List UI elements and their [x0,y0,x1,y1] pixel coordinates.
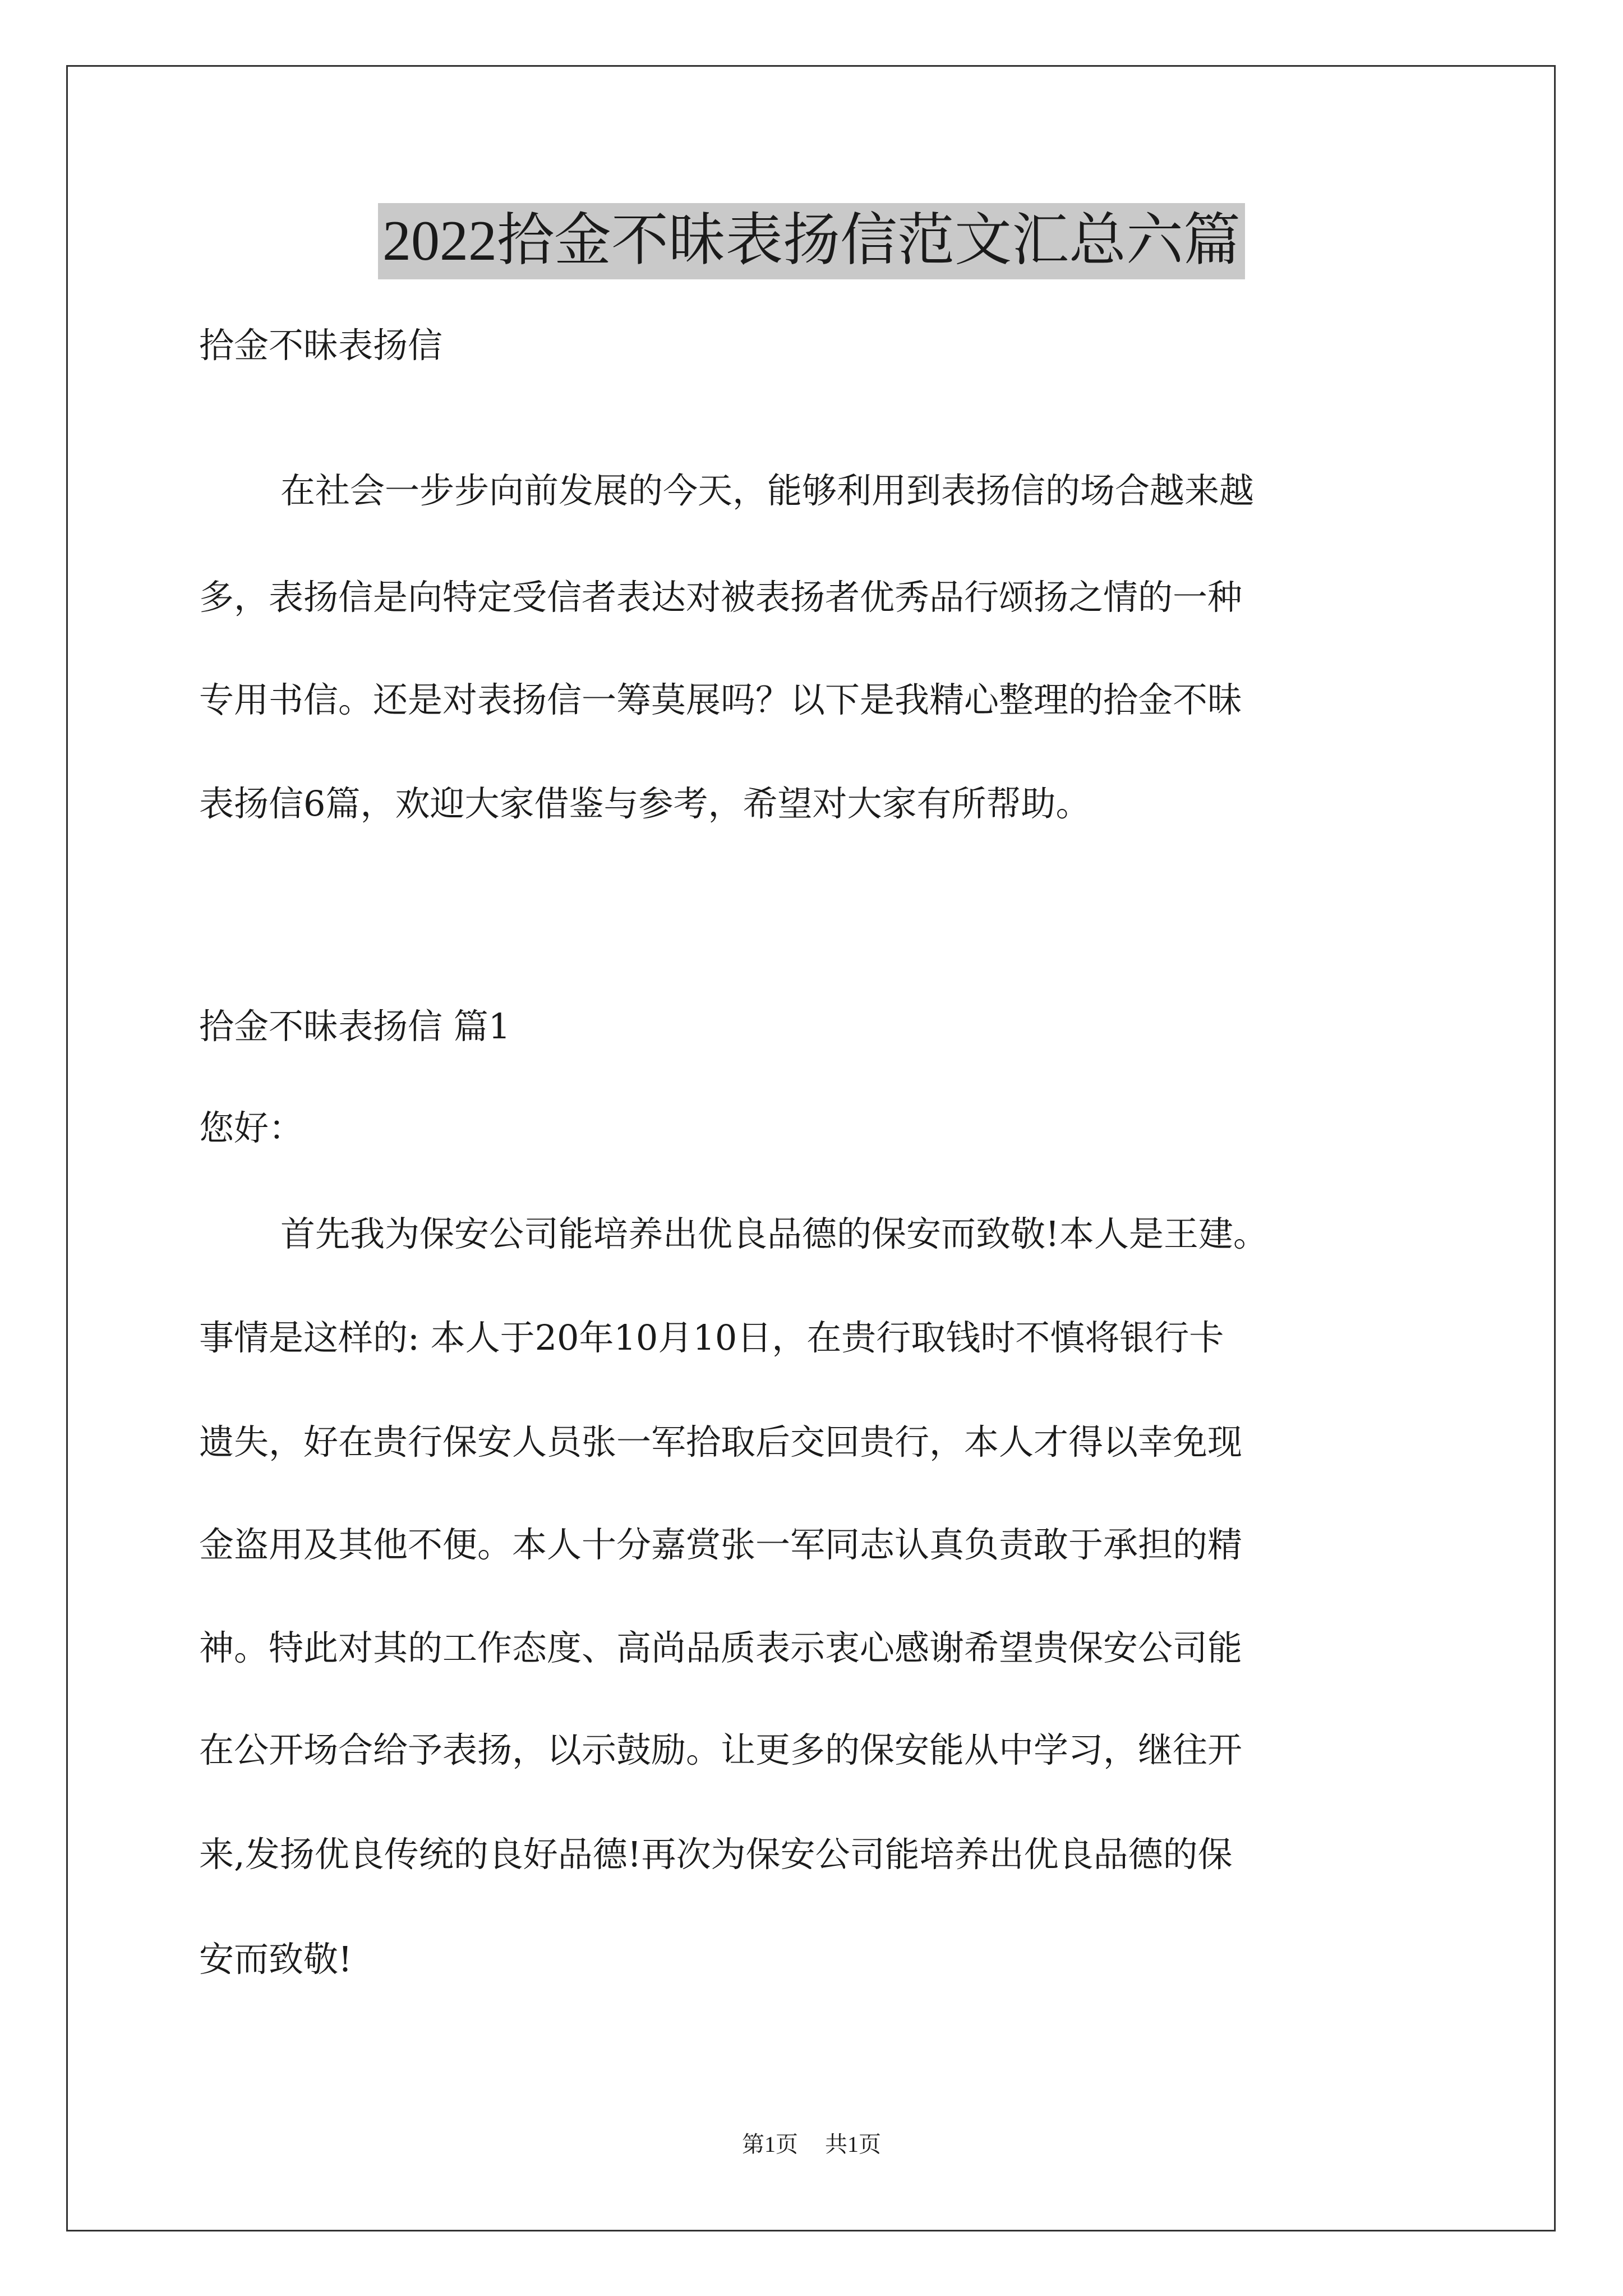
body-line: 神。特此对其的工作态度、高尚品质表示衷心感谢希望贵保安公司能 [199,1627,1243,1668]
body-line: 安而致敬! [199,1939,352,1980]
intro-line: 表扬信6篇，欢迎大家借鉴与参考，希望对大家有所帮助。 [199,783,1091,824]
page-number: 第1页 [742,2132,798,2157]
body-line: 首先我为保安公司能培养出优良品德的保安而致敬!本人是王建。 [280,1213,1268,1254]
title-block [0,203,1623,279]
intro-line: 专用书信。还是对表扬信一筹莫展吗？以下是我精心整理的拾金不昧 [199,679,1243,720]
intro-line: 在社会一步步向前发展的今天，能够利用到表扬信的场合越来越 [280,470,1255,511]
body-line: 来,发扬优良传统的良好品德!再次为保安公司能培养出优良品德的保 [199,1834,1233,1875]
body-line: 遗失，好在贵行保安人员张一军拾取后交回贵行，本人才得以幸免现 [199,1421,1243,1462]
body-line: 在公开场合给予表扬，以示鼓励。让更多的保安能从中学习，继往开 [199,1729,1243,1770]
page-footer [0,2127,1623,2159]
page-total: 共1页 [825,2132,881,2157]
intro-heading: 拾金不昧表扬信 [199,325,443,366]
greeting: 您好： [199,1107,304,1148]
intro-line: 多，表扬信是向特定受信者表达对被表扬者优秀品行颂扬之情的一种 [199,577,1243,618]
document-title: 2022拾金不昧表扬信范文汇总六篇 [378,203,1245,279]
section-heading: 拾金不昧表扬信 篇1 [199,1006,511,1047]
body-line: 事情是这样的: 本人于20年10月10日，在贵行取钱时不慎将银行卡 [199,1317,1224,1358]
body-line: 金盗用及其他不便。本人十分嘉赏张一军同志认真负责敢于承担的精 [199,1524,1243,1565]
